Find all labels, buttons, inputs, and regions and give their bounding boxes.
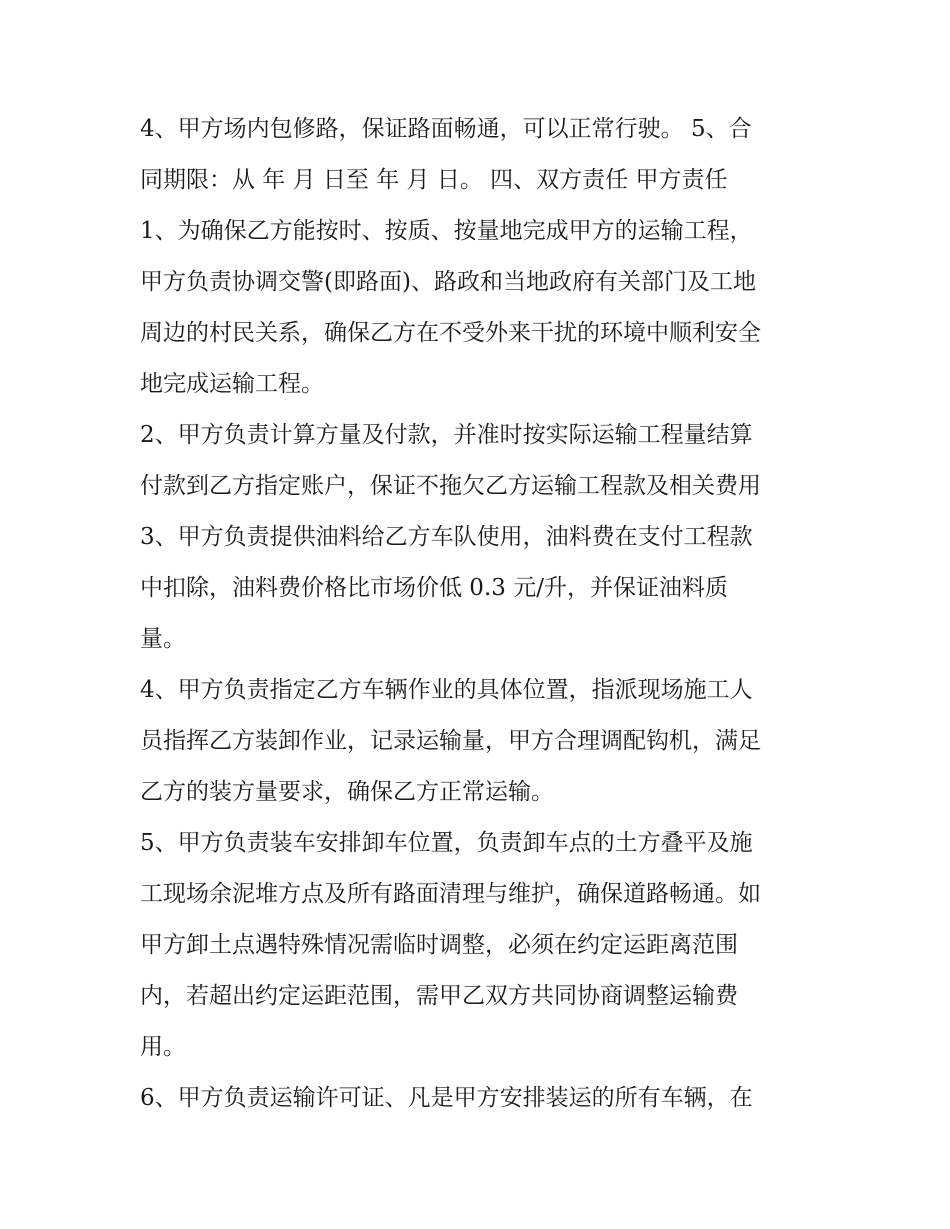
text-line: 工现场余泥堆方点及所有路面清理与维护，确保道路畅通。如 (140, 881, 761, 907)
text-line: 5、甲方负责装车安排卸车位置，负责卸车点的土方叠平及施 (140, 830, 753, 856)
text-line: 6、甲方负责运输许可证、凡是甲方安排装运的所有车辆，在 (140, 1085, 753, 1111)
text-line: 用。 (140, 1034, 186, 1060)
text-line: 乙方的装方量要求，确保乙方正常运输。 (140, 779, 554, 805)
text-line: 周边的村民关系，确保乙方在不受外来干扰的环境中顺利安全 (140, 320, 761, 346)
document-body (140, 104, 820, 1124)
paragraph-clause-1 (140, 206, 820, 410)
paragraph-clause-4 (140, 665, 820, 818)
paragraph-clause-2 (140, 410, 820, 512)
text-line: 4、甲方负责指定乙方车辆作业的具体位置，指派现场施工人 (140, 677, 753, 703)
text-line: 员指挥乙方装卸作业，记录运输量，甲方合理调配钩机，满足 (140, 728, 761, 754)
text-line: 付款到乙方指定账户，保证不拖欠乙方运输工程款及相关费用 (140, 473, 761, 499)
paragraph-clause-5 (140, 818, 820, 1073)
text-line: 同期限：从 年 月 日至 年 月 日。 四、双方责任 甲方责任 (140, 167, 728, 193)
paragraph-clause-6 (140, 1073, 820, 1124)
text-line: 地完成运输工程。 (140, 371, 324, 397)
paragraph-road-and-term (140, 104, 820, 206)
text-line: 量。 (140, 626, 186, 652)
text-line: 3、甲方负责提供油料给乙方车队使用，油料费在支付工程款 (140, 524, 753, 550)
text-line: 2、甲方负责计算方量及付款，并准时按实际运输工程量结算 (140, 422, 753, 448)
text-line: 中扣除，油料费价格比市场价低 0.3 元/升，并保证油料质 (140, 575, 728, 601)
text-line: 4、甲方场内包修路，保证路面畅通，可以正常行驶。 5、合 (140, 116, 752, 142)
text-line: 1、为确保乙方能按时、按质、按量地完成甲方的运输工程， (140, 218, 753, 244)
text-line: 内，若超出约定运距范围，需甲乙双方共同协商调整运输费 (140, 983, 738, 1009)
text-line: 甲方负责协调交警(即路面)、路政和当地政府有关部门及工地 (140, 269, 756, 295)
paragraph-clause-3 (140, 512, 820, 665)
text-line: 甲方卸土点遇特殊情况需临时调整，必须在约定运距离范围 (140, 932, 738, 958)
